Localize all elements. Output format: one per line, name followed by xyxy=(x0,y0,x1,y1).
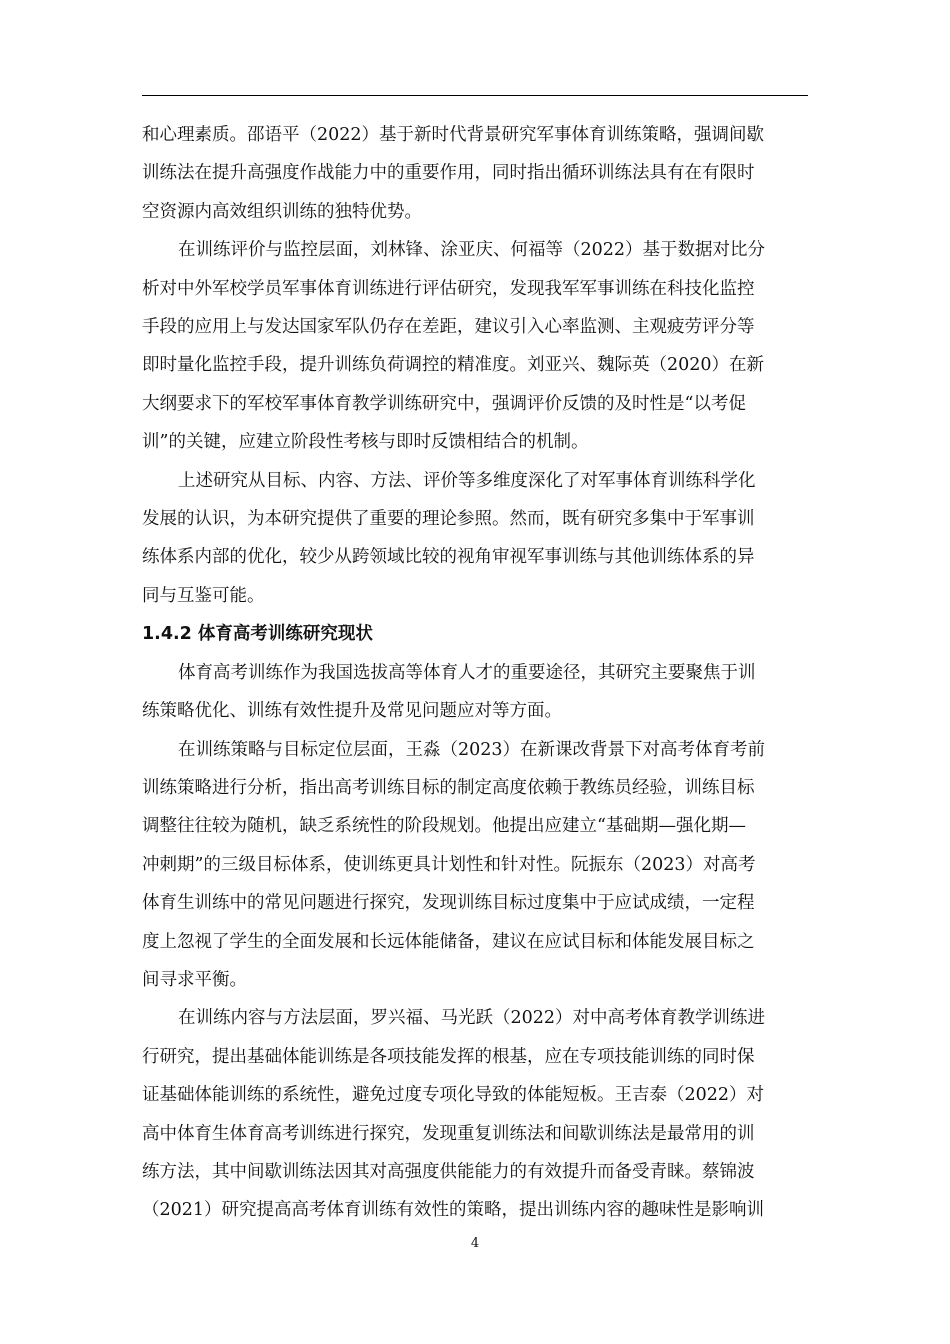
text-line: 同与互鉴可能。 xyxy=(142,585,265,606)
paragraph xyxy=(142,231,808,461)
text-line: 调整往往较为随机，缺乏系统性的阶段规划。他提出应建立“基础期—强化期— xyxy=(142,816,746,837)
text-line: 练方法，其中间歇训练法因其对高强度供能能力的有效提升而备受青睐。蔡锦波 xyxy=(142,1161,755,1182)
text-line: 即时量化监控手段，提升训练负荷调控的精准度。刘亚兴、魏际英（2020）在新 xyxy=(142,355,765,376)
text-line: 训”的关键，应建立阶段性考核与即时反馈相结合的机制。 xyxy=(142,432,589,453)
paragraph xyxy=(142,654,808,731)
section-heading: 1.4.2 体育高考训练研究现状 xyxy=(142,624,373,645)
text-line: 手段的应用上与发达国家军队仍存在差距，建议引入心率监测、主观疲劳评分等 xyxy=(142,317,755,338)
text-line: 行研究，提出基础体能训练是各项技能发挥的根基，应在专项技能训练的同时保 xyxy=(142,1046,755,1067)
text-line: 在训练策略与目标定位层面，王淼（2023）在新课改背景下对高考体育考前 xyxy=(178,739,766,760)
paragraph xyxy=(142,116,808,231)
text-line: 空资源内高效组织训练的独特优势。 xyxy=(142,201,422,222)
text-line: 高中体育生体育高考训练进行探究，发现重复训练法和间歇训练法是最常用的训 xyxy=(142,1123,755,1144)
text-line: 和心理素质。邵语平（2022）基于新时代背景研究军事体育训练策略，强调间歇 xyxy=(142,125,765,145)
text-line: 体育生训练中的常见问题进行探究，发现训练目标过度集中于应试成绩，一定程 xyxy=(142,893,755,914)
text-line: 体育高考训练作为我国选拔高等体育人才的重要途径，其研究主要聚焦于训 xyxy=(178,662,756,683)
text-line: 度上忽视了学生的全面发展和长远体能储备，建议在应试目标和体能发展目标之 xyxy=(142,931,755,952)
body-text xyxy=(142,116,808,1230)
text-line: 冲刺期”的三级目标体系，使训练更具计划性和针对性。阮振东（2023）对高考 xyxy=(142,854,756,875)
header-rule xyxy=(142,95,808,96)
text-line: 证基础体能训练的系统性，避免过度专项化导致的体能短板。王吉泰（2022）对 xyxy=(142,1085,765,1106)
text-line: 上述研究从目标、内容、方法、评价等多维度深化了对军事体育训练科学化 xyxy=(178,470,756,491)
paragraph xyxy=(142,999,808,1229)
text-line: 训练策略进行分析，指出高考训练目标的制定高度依赖于教练员经验，训练目标 xyxy=(142,777,755,798)
text-line: 发展的认识，为本研究提供了重要的理论参照。然而，既有研究多集中于军事训 xyxy=(142,509,755,530)
text-line: 在训练内容与方法层面，罗兴福、马光跃（2022）对中高考体育教学训练进 xyxy=(178,1008,766,1029)
text-line: 大纲要求下的军校军事体育教学训练研究中，强调评价反馈的及时性是“以考促 xyxy=(142,393,746,414)
text-line: 练体系内部的优化，较少从跨领域比较的视角审视军事训练与其他训练体系的异 xyxy=(142,547,755,568)
text-line: （2021）研究提高高考体育训练有效性的策略，提出训练内容的趣味性是影响训 xyxy=(142,1200,765,1221)
paragraph xyxy=(142,462,808,616)
paragraph xyxy=(142,731,808,1000)
text-line: 训练法在提升高强度作战能力中的重要作用，同时指出循环训练法具有在有限时 xyxy=(142,163,755,184)
text-line: 间寻求平衡。 xyxy=(142,969,247,990)
text-line: 练策略优化、训练有效性提升及常见问题应对等方面。 xyxy=(142,701,562,722)
text-line: 在训练评价与监控层面，刘林锋、涂亚庆、何福等（2022）基于数据对比分 xyxy=(178,240,766,261)
text-line: 析对中外军校学员军事体育训练进行评估研究，发现我军军事训练在科技化监控 xyxy=(142,278,755,299)
page-number: 4 xyxy=(470,1236,480,1251)
